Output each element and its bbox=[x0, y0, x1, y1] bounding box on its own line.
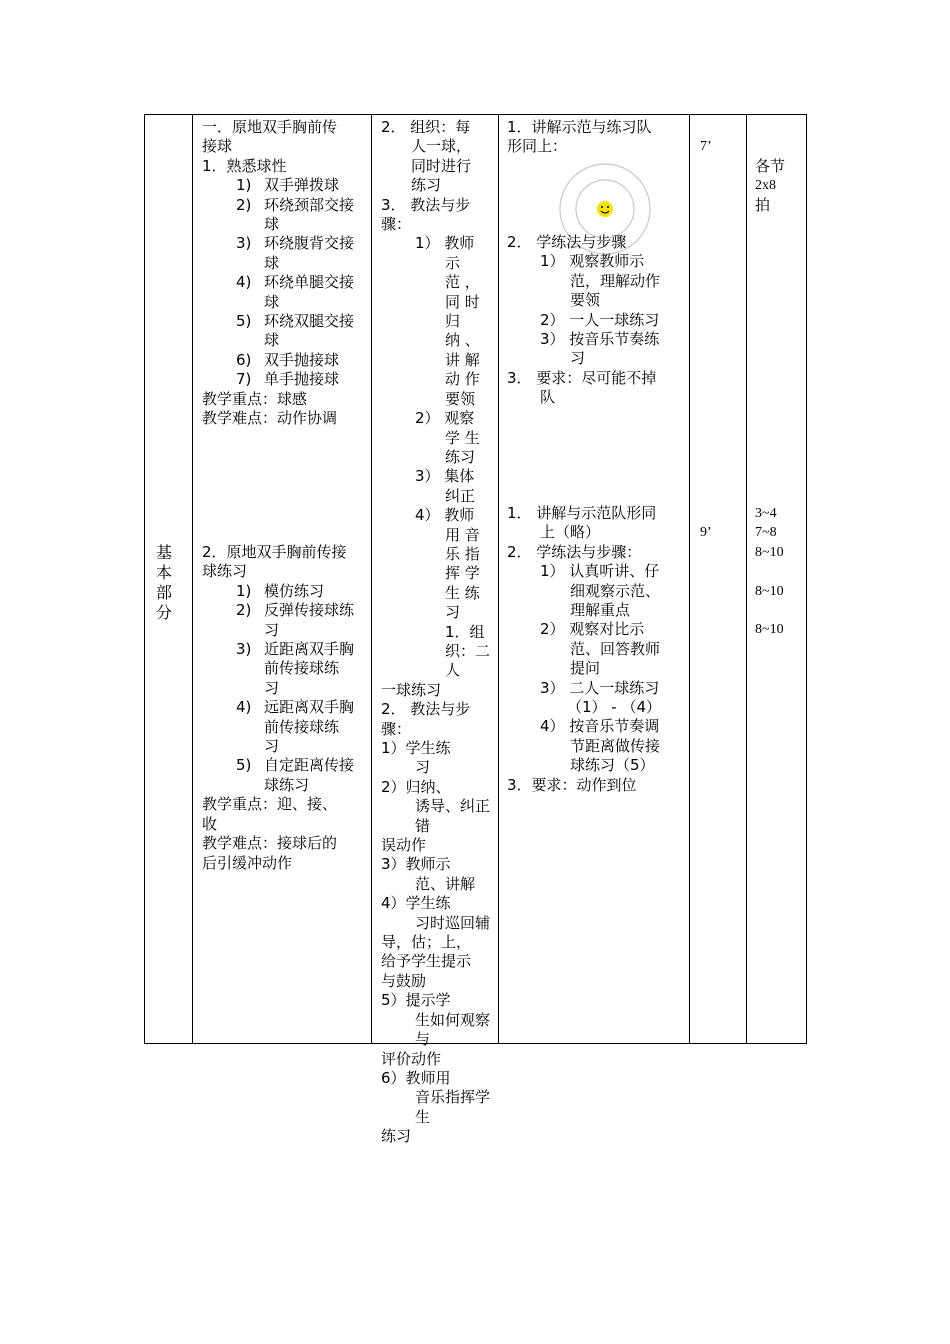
teacher-line: 一球练习 bbox=[381, 680, 442, 699]
smiley-icon bbox=[597, 201, 613, 217]
part2-difficulty: 后引缓冲动作 bbox=[202, 853, 293, 872]
list-item-number: 5) bbox=[236, 756, 252, 775]
reps-line: 7~8 bbox=[755, 525, 777, 541]
reps-line: 拍 bbox=[755, 195, 771, 214]
column-divider bbox=[498, 115, 499, 1043]
student-intro: 形同上： bbox=[507, 137, 568, 156]
teacher-line: 4）学生练 bbox=[381, 894, 451, 913]
student-step-line: 球练习（5） bbox=[570, 756, 655, 775]
teacher-line: 习时巡回辅 bbox=[415, 913, 491, 932]
teacher-line: 生 练 bbox=[445, 583, 480, 602]
list-item-text: 环绕单腿交接 bbox=[264, 273, 355, 292]
student-step-line: 3．要求：动作到位 bbox=[507, 775, 637, 794]
student-step-line: 4） 按音乐节奏调 bbox=[540, 717, 660, 736]
reps-line: 8~10 bbox=[755, 544, 784, 560]
student-column-block2 bbox=[507, 504, 683, 795]
part2-key-point: 收 bbox=[202, 814, 218, 833]
list-item-number: 1) bbox=[236, 176, 252, 195]
teacher-line: 4） 教师 bbox=[415, 506, 475, 525]
teacher-line: 用 音 bbox=[445, 525, 480, 544]
teacher-line: 评价动作 bbox=[381, 1049, 442, 1068]
list-item bbox=[202, 756, 366, 775]
student-step-line: 1． 讲解与示范队形同 bbox=[507, 504, 657, 522]
list-item bbox=[202, 234, 366, 253]
list-item-number: 5) bbox=[236, 312, 252, 331]
teacher-line: 3） 集体 bbox=[415, 467, 475, 486]
list-item bbox=[202, 659, 366, 678]
list-item bbox=[202, 582, 366, 601]
list-item bbox=[202, 331, 366, 350]
part1-difficulty: 教学难点：动作协调 bbox=[202, 409, 338, 428]
list-item bbox=[202, 273, 366, 292]
list-item bbox=[202, 254, 366, 273]
list-item bbox=[202, 621, 366, 640]
teacher-line: 5）提示学 bbox=[381, 991, 451, 1010]
part2-title: 2．原地双手胸前传接 bbox=[202, 543, 347, 561]
list-item-text: 单手抛接球 bbox=[264, 370, 340, 389]
list-item bbox=[202, 312, 366, 331]
student-step-line: 要领 bbox=[570, 291, 601, 310]
teacher-line: 诱导、纠正错 bbox=[415, 797, 491, 835]
student-step-line: 3） 按音乐节奏练 bbox=[540, 330, 660, 349]
student-step-line: 范、回答教师 bbox=[570, 639, 661, 658]
list-item-text: 习 bbox=[264, 737, 280, 756]
teacher-line: 骤： bbox=[381, 719, 412, 738]
teacher-line: 纠正 bbox=[445, 486, 476, 505]
list-item bbox=[202, 370, 366, 389]
column-divider bbox=[192, 115, 193, 1043]
reps-line: 3~4 bbox=[755, 506, 777, 521]
teacher-line: 归 bbox=[445, 312, 461, 331]
list-item bbox=[202, 776, 366, 795]
list-item-text: 环绕双腿交接 bbox=[264, 312, 355, 331]
teacher-line: 与鼓励 bbox=[381, 971, 427, 990]
teacher-line: 纳 、 bbox=[445, 331, 480, 350]
list-item-number: 7) bbox=[236, 370, 252, 389]
list-item-text: 球 bbox=[264, 331, 280, 350]
teacher-line: 1．组织：二人 bbox=[445, 622, 491, 680]
part2-key-point: 教学重点：迎、接、 bbox=[202, 795, 338, 814]
list-item bbox=[202, 215, 366, 234]
teacher-line: 动 作 bbox=[445, 370, 480, 389]
student-req-line: 队 bbox=[540, 388, 556, 407]
teacher-line: 人一球， bbox=[411, 137, 472, 156]
list-item-number: 2) bbox=[236, 601, 252, 620]
list-item bbox=[202, 737, 366, 756]
student-step-line: 2． 学练法与步骤 bbox=[507, 233, 627, 251]
student-intro: 1．讲解示范与练习队 bbox=[507, 118, 652, 136]
teacher-line: 6）教师用 bbox=[381, 1068, 451, 1087]
teacher-line: 2）归纳、 bbox=[381, 777, 451, 796]
list-item-text: 前传接球练 bbox=[264, 717, 340, 736]
part2-title: 球练习 bbox=[202, 562, 248, 581]
teacher-line: 导，估；上， bbox=[381, 933, 472, 952]
student-step-line: 理解重点 bbox=[570, 601, 631, 620]
reps-line: 8~10 bbox=[755, 622, 784, 638]
section-label-char: 基 bbox=[155, 543, 172, 562]
list-item-number: 2) bbox=[236, 195, 252, 214]
list-item bbox=[202, 351, 366, 370]
student-column-steps bbox=[507, 233, 683, 369]
list-item-number: 1) bbox=[236, 581, 252, 600]
part1-key-point: 教学重点：球感 bbox=[202, 389, 308, 408]
list-item-number: 6) bbox=[236, 350, 252, 369]
teacher-line: 2） 观察 bbox=[415, 409, 475, 428]
column-divider bbox=[689, 115, 690, 1043]
list-item bbox=[202, 601, 366, 620]
teacher-line: 习 bbox=[445, 603, 461, 622]
list-item-text: 球 bbox=[264, 215, 280, 234]
column-divider bbox=[746, 115, 747, 1043]
teacher-line: 1） 教师 bbox=[415, 234, 475, 253]
list-item-number: 3) bbox=[236, 234, 252, 253]
list-item-text: 双手抛接球 bbox=[264, 350, 340, 369]
student-step-line: 2． 学练法与步骤： bbox=[507, 542, 642, 561]
reps-line bbox=[755, 601, 805, 620]
teacher-line: 1）学生练 bbox=[381, 739, 451, 757]
teacher-line: 3． 教法与步 bbox=[381, 195, 471, 214]
student-req-line: 3． 要求：尽可能不掉 bbox=[507, 369, 657, 387]
list-item-text: 近距离双手胸 bbox=[264, 640, 355, 659]
teacher-line: 挥 学 bbox=[445, 564, 480, 583]
section-label-char: 部 bbox=[155, 583, 172, 602]
list-item-text: 习 bbox=[264, 678, 280, 697]
list-item-text: 自定距离传接 bbox=[264, 756, 355, 775]
list-item bbox=[202, 640, 366, 659]
part2-difficulty: 教学难点：接球后的 bbox=[202, 834, 338, 853]
reps-line bbox=[755, 562, 805, 581]
teacher-line: 骤： bbox=[381, 215, 412, 234]
student-step-line: 2） 观察对比示 bbox=[540, 620, 645, 639]
teacher-line: 学 生 bbox=[445, 428, 480, 447]
reps-block1 bbox=[755, 157, 805, 215]
list-item bbox=[202, 176, 366, 195]
reps-line: 8~10 bbox=[755, 583, 784, 599]
list-item bbox=[202, 196, 366, 215]
list-item-number: 4) bbox=[236, 698, 252, 717]
reps-line: 2x8 bbox=[755, 178, 776, 194]
list-item-text: 前传接球练 bbox=[264, 659, 340, 678]
list-item bbox=[202, 679, 366, 698]
list-item-text: 模仿练习 bbox=[264, 581, 325, 600]
list-item-text: 习 bbox=[264, 620, 280, 639]
section-label-char: 本 bbox=[155, 563, 172, 582]
teacher-line: 要领 bbox=[445, 389, 476, 408]
section-label bbox=[153, 543, 175, 623]
list-item-text: 环绕腹背交接 bbox=[264, 234, 355, 253]
teacher-line: 误动作 bbox=[381, 836, 427, 855]
list-item-text: 环绕颈部交接 bbox=[264, 195, 355, 214]
part1-item-list bbox=[202, 176, 366, 389]
content-column-part2 bbox=[202, 543, 366, 873]
student-step-line: 提问 bbox=[570, 659, 601, 678]
teacher-line: 示 bbox=[445, 253, 461, 272]
student-step-line: 节距离做传接 bbox=[570, 736, 661, 755]
teacher-line: 范、讲解 bbox=[415, 874, 476, 893]
content-column-part1 bbox=[202, 118, 366, 429]
teacher-column bbox=[381, 118, 493, 1147]
teacher-line: 2． 组织：每 bbox=[381, 118, 471, 136]
teacher-line: 同时进行 bbox=[411, 156, 472, 175]
teacher-line: 3）教师示 bbox=[381, 855, 451, 874]
teacher-line: 乐 指 bbox=[445, 544, 480, 563]
student-step-line: 1） 观察教师示 bbox=[540, 252, 645, 271]
teacher-line: 习 bbox=[415, 758, 431, 777]
teacher-line: 练习 bbox=[445, 447, 476, 466]
teacher-line: 练习 bbox=[381, 1127, 412, 1146]
teacher-line: 同 时 bbox=[445, 292, 480, 311]
list-item bbox=[202, 698, 366, 717]
time-1: 7’ bbox=[700, 139, 712, 154]
list-item bbox=[202, 293, 366, 312]
teacher-line: 音乐指挥学生 bbox=[415, 1088, 491, 1126]
student-step-line: 习 bbox=[570, 349, 586, 368]
section-label-char: 分 bbox=[155, 603, 172, 622]
part2-item-list bbox=[202, 582, 366, 795]
part1-title: 接球 bbox=[202, 137, 233, 156]
part1-subtitle: 1．熟悉球性 bbox=[202, 156, 287, 175]
list-item-text: 反弹传接球练 bbox=[264, 601, 355, 620]
part1-title: 一．原地双手胸前传 bbox=[202, 118, 338, 136]
student-column-block1 bbox=[507, 118, 683, 157]
list-item-number: 3) bbox=[236, 640, 252, 659]
column-divider bbox=[371, 115, 372, 1043]
reps-block2 bbox=[755, 504, 805, 640]
reps-line: 各节 bbox=[755, 157, 786, 175]
teacher-line: 给予学生提示 bbox=[381, 952, 472, 971]
lesson-plan-table bbox=[144, 114, 807, 1146]
teacher-line: 范 ， bbox=[445, 273, 480, 292]
list-item-text: 远距离双手胸 bbox=[264, 698, 355, 717]
student-step-line: （1） - （4） bbox=[567, 698, 662, 717]
student-step-line: 范，理解动作 bbox=[570, 271, 661, 290]
list-item-text: 球 bbox=[264, 292, 280, 311]
list-item bbox=[202, 718, 366, 737]
teacher-line: 2． 教法与步 bbox=[381, 700, 471, 719]
list-item-text: 球 bbox=[264, 253, 280, 272]
student-requirement bbox=[507, 369, 683, 408]
student-step-line: 上（略） bbox=[540, 523, 601, 542]
student-step-line: 2） 一人一球练习 bbox=[540, 310, 660, 329]
student-step-line: 1） 认真听讲、仔 bbox=[540, 562, 660, 581]
teacher-line: 讲 解 bbox=[445, 350, 480, 369]
teacher-line: 生如何观察与 bbox=[415, 1010, 491, 1049]
student-step-line: 细观察示范、 bbox=[570, 581, 661, 600]
student-step-line: 3） 二人一球练习 bbox=[540, 678, 660, 697]
time-2: 9’ bbox=[700, 525, 712, 540]
list-item-number: 4) bbox=[236, 273, 252, 292]
teacher-line: 练习 bbox=[411, 176, 442, 195]
list-item-text: 球练习 bbox=[264, 775, 310, 794]
list-item-text: 双手弹拨球 bbox=[264, 176, 340, 195]
